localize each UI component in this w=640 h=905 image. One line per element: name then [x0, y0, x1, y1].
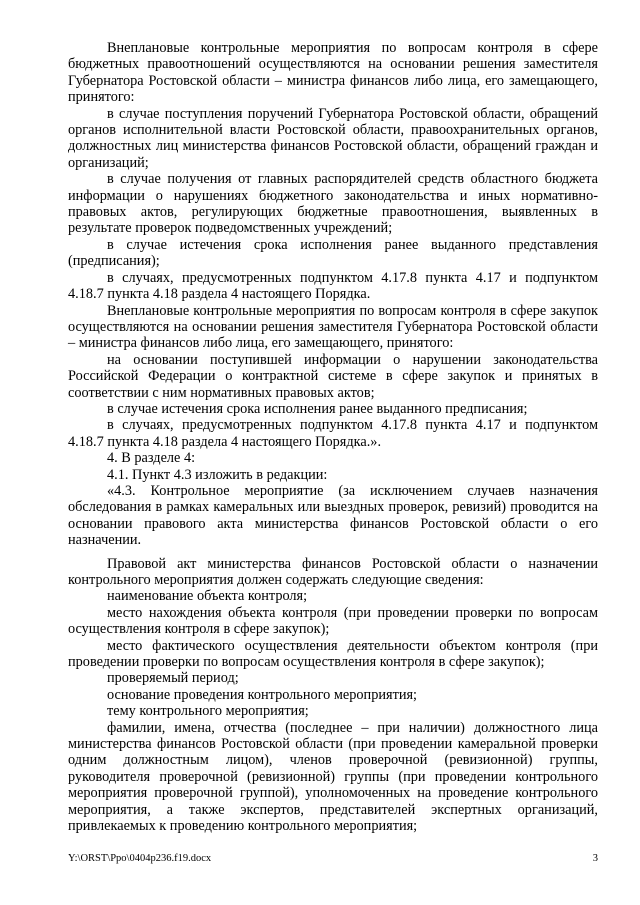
- paragraph: в случаях, предусмотренных подпунктом 4.17.8 пункта 4.17 и подпунктом 4.18.7 пункта 4.18 раздела 4 настоящего Порядка.: [68, 269, 598, 303]
- paragraph: в случае поступления поручений Губернатора Ростовской области, обращений органов исполнительной власти Ростовской области, правоохранительных органов, должностных лиц министерства финансов Ростовской области, обращений граждан и организаций;: [68, 105, 598, 171]
- paragraph: в случае истечения срока исполнения ранее выданного представления (предписания);: [68, 236, 598, 270]
- paragraph: Правовой акт министерства финансов Ростовской области о назначении контрольного мероприятия должен содержать следующие сведения:: [68, 555, 598, 588]
- paragraph: проверяемый период;: [107, 670, 239, 687]
- paragraph: в случае истечения срока исполнения ранее выданного предписания;: [107, 400, 528, 417]
- paragraph: на основании поступившей информации о нарушении законодательства Российской Федерации о контрактной системе в сфере закупок и принятых в соответствии с ним нормативных правовых актов;: [68, 351, 598, 401]
- paragraph: в случаях, предусмотренных подпунктом 4.17.8 пункта 4.17 и подпунктом 4.18.7 пункта 4.18 раздела 4 настоящего Порядка.».: [68, 417, 598, 450]
- paragraph: в случае получения от главных распорядителей средств областного бюджета информации о нарушениях бюджетного законодательства и иных нормативно-правовых актов, регулирующих бюджетные правоотношения, выявленных в результате проверок подведомственных учреждений;: [68, 171, 598, 237]
- footer-file-path: Y:\ORST\Ppo\0404p236.f19.docx: [68, 853, 212, 864]
- page-footer: [68, 853, 598, 867]
- paragraph: «4.3. Контрольное мероприятие (за исключением случаев назначения обследования в рамках камеральных или выездных проверок, ревизий) проводится на основании правового акта министерства финансов Ростовской области о его назначении.: [68, 482, 598, 549]
- paragraph: место фактического осуществления деятельности объектом контроля (при проведении проверки по вопросам осуществления контроля в сфере закупок);: [68, 637, 598, 671]
- paragraph: Внеплановые контрольные мероприятия по вопросам контроля в сфере бюджетных правоотношений осуществляются на основании решения заместителя Губернатора Ростовской области – министра финансов либо лица, его замещающего, принятого:: [68, 40, 598, 106]
- paragraph: наименование объекта контроля;: [107, 588, 308, 605]
- paragraph: основание проведения контрольного мероприятия;: [107, 686, 418, 703]
- page-number: 3: [592, 853, 598, 864]
- paragraph: место нахождения объекта контроля (при проведении проверки по вопросам осуществления контроля в сфере закупок);: [68, 604, 598, 638]
- paragraph: Внеплановые контрольные мероприятия по вопросам контроля в сфере закупок осуществляются на основании решения заместителя Губернатора Ростовской области – министра финансов либо лица, его замещающего, принятого:: [68, 302, 598, 352]
- paragraph: 4.1. Пункт 4.3 изложить в редакции:: [107, 466, 328, 483]
- paragraph: тему контрольного мероприятия;: [107, 703, 309, 720]
- paragraph: фамилии, имена, отчества (последнее – при наличии) должностного лица министерства финансов Ростовской области (при проведении камеральной проверки одним должностным лицом), членов проверочной (ревизионной) группы, руководителя проверочной (ревизионной) группы (при проведении контрольного мероприятия проверочной группой), уполномоченных на проведение контрольного мероприятия, а также экспертов, представителей экспертных организаций, привлекаемых к проведению контрольного мероприятия;: [68, 719, 598, 835]
- document-body: [68, 40, 598, 835]
- section-heading: 4. В разделе 4:: [107, 450, 196, 467]
